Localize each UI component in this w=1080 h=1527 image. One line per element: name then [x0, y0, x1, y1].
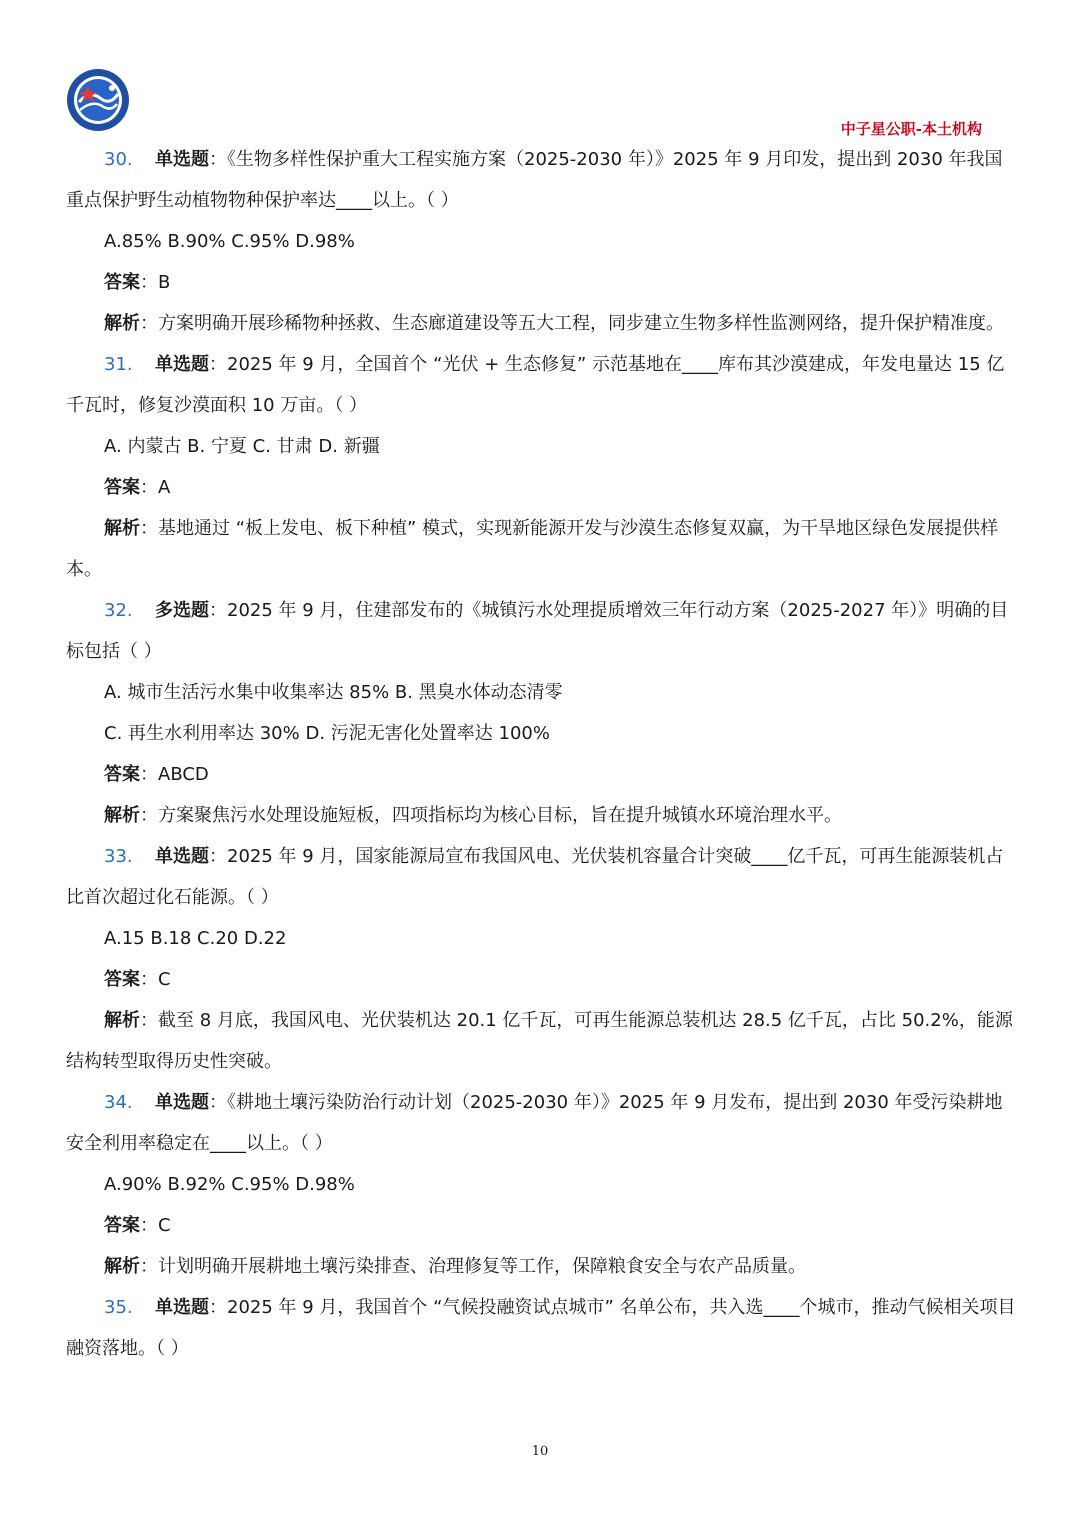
analysis-label: 解析 — [104, 518, 140, 539]
question-number: 33. — [104, 846, 133, 867]
question-stem — [66, 1287, 1016, 1369]
answer-line — [66, 467, 1016, 508]
question-options: A. 城市生活污水集中收集率达 85% B. 黑臭水体动态清零 — [104, 682, 563, 703]
question-options: A.90% B.92% C.95% D.98% — [104, 1174, 355, 1195]
answer-line — [66, 262, 1016, 303]
answer-label: 答案 — [104, 969, 140, 990]
answer-value: ：C — [140, 1215, 171, 1236]
question-stem — [66, 344, 1016, 426]
analysis-text: ：计划明确开展耕地土壤污染排查、治理修复等工作，保障粮食安全与农产品质量。 — [140, 1256, 806, 1277]
answer-label: 答案 — [104, 1215, 140, 1236]
org-tag: 中子星公职-本土机构 — [840, 120, 982, 138]
analysis-line — [66, 508, 1016, 590]
answer-value: ：C — [140, 969, 171, 990]
answer-label: 答案 — [104, 477, 140, 498]
question-text: ：《生物多样性保护重大工程实施方案（2025-2030 年）》2025 年 9 月印发，提出到 2030 年我国重点保护野生动植物物种保护率达____以上。（ ） — [66, 149, 1003, 211]
answer-line — [66, 1205, 1016, 1246]
question-stem — [66, 590, 1016, 672]
question-type: 单选题 — [155, 846, 209, 867]
question-text: ：《耕地土壤污染防治行动计划（2025-2030 年）》2025 年 9 月发布，提出到 2030 年受污染耕地安全利用率稳定在____以上。（ ） — [66, 1092, 1003, 1154]
analysis-text: ：方案明确开展珍稀物种拯救、生态廊道建设等五大工程，同步建立生物多样性监测网络，提升保护精准度。 — [140, 313, 1004, 334]
question-32 — [66, 590, 1016, 836]
question-options: A.15 B.18 C.20 D.22 — [104, 928, 287, 949]
question-33 — [66, 836, 1016, 1082]
analysis-text: ：基地通过 “板上发电、板下种植” 模式，实现新能源开发与沙漠生态修复双赢，为干旱地区绿色发展提供样本。 — [66, 518, 999, 580]
analysis-line — [66, 795, 1016, 836]
answer-value: ：A — [140, 477, 171, 498]
question-stem — [66, 836, 1016, 918]
question-type: 单选题 — [155, 1297, 209, 1318]
page-number: 10 — [531, 1444, 549, 1459]
question-type: 单选题 — [155, 149, 209, 170]
neutron-star-logo-icon — [66, 68, 130, 132]
question-number: 32. — [104, 600, 133, 621]
analysis-label: 解析 — [104, 1010, 140, 1031]
question-stem — [66, 139, 1016, 221]
answer-line — [66, 754, 1016, 795]
answer-value: ：B — [140, 272, 171, 293]
question-list — [66, 139, 1016, 1369]
question-35 — [66, 1287, 1016, 1369]
analysis-label: 解析 — [104, 313, 140, 334]
question-options: A.85% B.90% C.95% D.98% — [104, 231, 355, 252]
analysis-label: 解析 — [104, 805, 140, 826]
question-number: 34. — [104, 1092, 133, 1113]
question-text: ：2025 年 9 月，国家能源局宣布我国风电、光伏装机容量合计突破____亿千瓦，可再生能源装机占比首次超过化石能源。（ ） — [66, 846, 1004, 908]
question-text: ：2025 年 9 月，住建部发布的《城镇污水处理提质增效三年行动方案（2025-2027 年）》明确的目标包括（ ） — [66, 600, 1009, 662]
question-30 — [66, 139, 1016, 344]
answer-label: 答案 — [104, 764, 140, 785]
analysis-line — [66, 1000, 1016, 1082]
question-text: ：2025 年 9 月，我国首个 “气候投融资试点城市” 名单公布，共入选____个城市，推动气候相关项目融资落地。（ ） — [66, 1297, 1016, 1359]
analysis-line — [66, 303, 1016, 344]
question-type: 单选题 — [155, 354, 209, 375]
answer-label: 答案 — [104, 272, 140, 293]
answer-value: ：ABCD — [140, 764, 209, 785]
question-stem — [66, 1082, 1016, 1164]
question-34 — [66, 1082, 1016, 1287]
analysis-label: 解析 — [104, 1256, 140, 1277]
answer-line — [66, 959, 1016, 1000]
question-type: 多选题 — [155, 600, 209, 621]
analysis-text: ：截至 8 月底，我国风电、光伏装机达 20.1 亿千瓦，可再生能源总装机达 28.5 亿千瓦，占比 50.2%，能源结构转型取得历史性突破。 — [66, 1010, 1013, 1072]
question-options: A. 内蒙古 B. 宁夏 C. 甘肃 D. 新疆 — [104, 436, 380, 457]
question-options: C. 再生水利用率达 30% D. 污泥无害化处置率达 100% — [104, 723, 550, 744]
question-31 — [66, 344, 1016, 590]
question-number: 35. — [104, 1297, 133, 1318]
question-number: 30. — [104, 149, 133, 170]
question-text: ：2025 年 9 月，全国首个 “光伏 + 生态修复” 示范基地在____库布其沙漠建成，年发电量达 15 亿千瓦时，修复沙漠面积 10 万亩。（ ） — [66, 354, 1005, 416]
question-type: 单选题 — [155, 1092, 209, 1113]
analysis-line — [66, 1246, 1016, 1287]
analysis-text: ：方案聚焦污水处理设施短板，四项指标均为核心目标，旨在提升城镇水环境治理水平。 — [140, 805, 842, 826]
question-number: 31. — [104, 354, 133, 375]
